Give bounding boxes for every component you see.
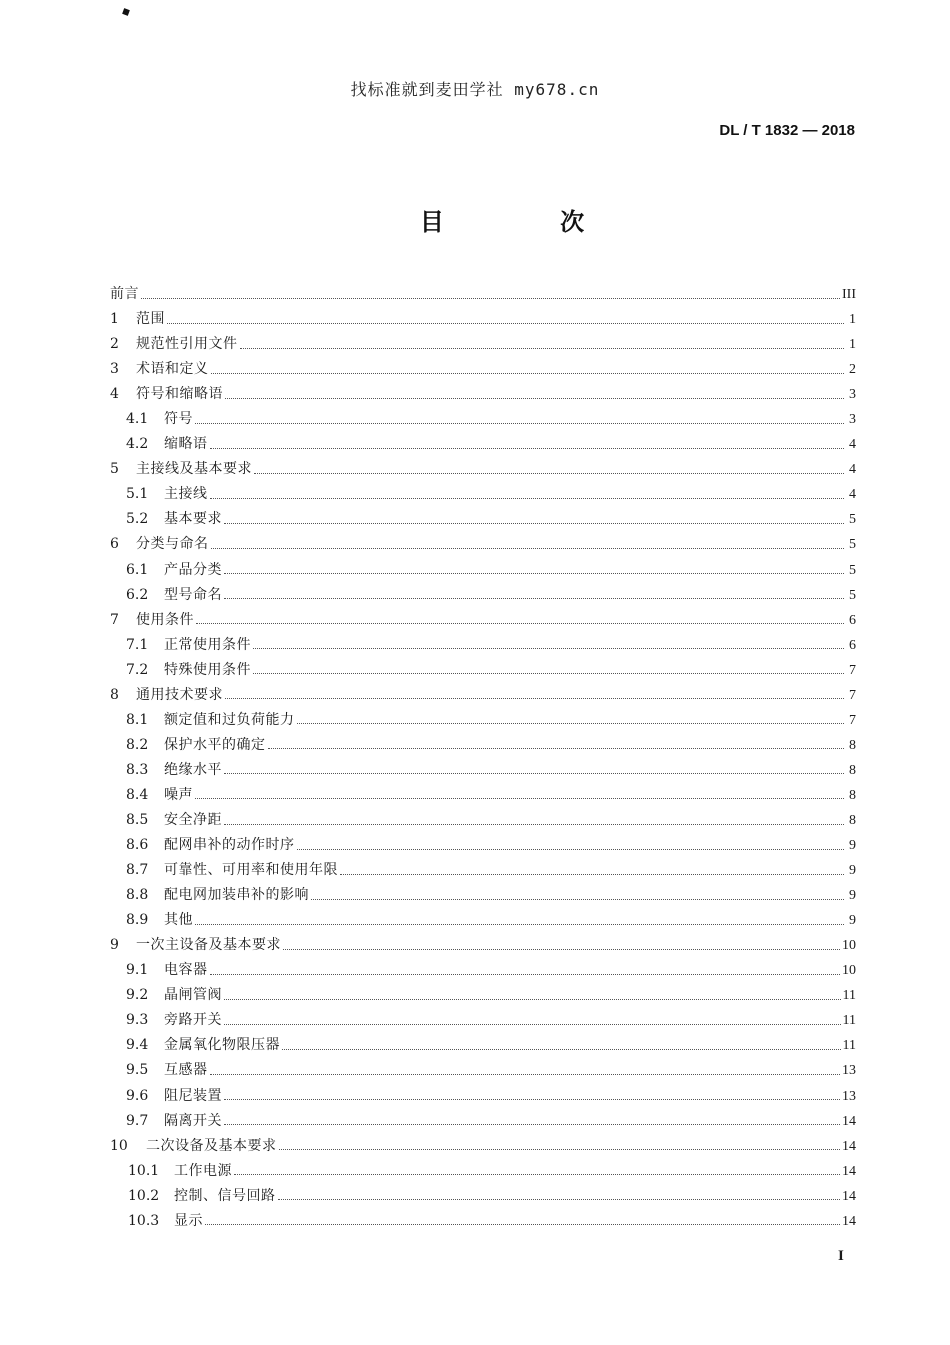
toc-entry-page: 11 (842, 1013, 856, 1029)
toc-entry-page: 5 (849, 512, 856, 528)
dot-leader (297, 722, 845, 724)
dot-leader (224, 572, 844, 574)
dot-leader (195, 422, 844, 424)
toc-entry-number: 8.4 (126, 786, 149, 803)
toc-entry[interactable] (110, 282, 856, 307)
toc-entry-page: 3 (849, 412, 856, 428)
toc-entry[interactable] (110, 808, 856, 833)
toc-entry-number: 9.6 (126, 1087, 149, 1104)
toc-entry[interactable] (110, 583, 856, 608)
toc-entry[interactable] (110, 332, 856, 357)
toc-entry-page: 10 (842, 963, 856, 979)
dot-leader (224, 998, 841, 1000)
toc-entry-page: 11 (842, 1038, 856, 1054)
toc-entry-page: 9 (849, 888, 856, 904)
toc-entry-number: 4 (110, 386, 119, 403)
toc-entry-title: 符号 (164, 411, 193, 428)
dot-leader (210, 1073, 841, 1075)
toc-entry-page: 9 (849, 863, 856, 879)
dot-leader (311, 898, 844, 900)
toc-entry-title: 金属氧化物限压器 (164, 1037, 280, 1054)
toc-entry[interactable] (110, 658, 856, 683)
toc-entry-title: 主接线 (164, 486, 208, 503)
toc-entry-number: 10.1 (128, 1162, 160, 1179)
toc-entry-number: 5.2 (126, 511, 149, 528)
dot-leader (211, 372, 845, 374)
toc-entry-title: 可靠性、可用率和使用年限 (164, 862, 338, 879)
toc-entry-page: 14 (842, 1188, 856, 1204)
toc-entry-page: 14 (842, 1163, 856, 1179)
toc-entry-page: 2 (849, 362, 856, 378)
dot-leader (253, 672, 844, 674)
dot-leader (225, 697, 844, 699)
toc-entry[interactable] (110, 958, 856, 983)
toc-entry-page: 5 (849, 587, 856, 603)
dot-leader (196, 622, 844, 624)
toc-entry-number: 8.1 (126, 711, 149, 728)
toc-entry-page: 13 (842, 1088, 856, 1104)
toc-entry[interactable] (110, 1159, 856, 1184)
toc-entry-page: III (842, 287, 856, 302)
toc-entry-title: 配电网加装串补的影响 (164, 887, 309, 904)
toc-entry-number: 9.4 (126, 1037, 149, 1054)
toc-entry-page: 7 (849, 687, 856, 703)
toc-entry[interactable] (110, 783, 856, 808)
toc-entry-title: 噪声 (164, 786, 193, 803)
toc-entry[interactable] (110, 432, 856, 457)
toc-title: 目 次 (419, 208, 639, 236)
toc-entry-title: 绝缘水平 (164, 761, 222, 778)
toc-entry-page: 14 (842, 1213, 856, 1229)
toc-entry-title: 正常使用条件 (164, 636, 251, 653)
watermark-text: 找标准就到麦田学社 my678.cn (350, 80, 600, 99)
toc-entry-title: 显示 (174, 1212, 203, 1229)
toc-entry-number: 9.2 (126, 987, 149, 1004)
toc-entry-title: 其他 (164, 912, 193, 929)
toc-entry-title: 隔离开关 (164, 1112, 222, 1129)
toc-entry-page: 11 (842, 988, 856, 1004)
toc-entry-title: 主接线及基本要求 (136, 461, 252, 478)
toc-entry-page: 5 (849, 562, 856, 578)
toc-entry-page: 8 (849, 737, 856, 753)
toc-entry-page: 13 (842, 1063, 856, 1079)
toc-entry-title: 晶闸管阀 (164, 987, 222, 1004)
page-number: I (838, 1248, 844, 1264)
toc-entry-number: 9 (110, 937, 119, 954)
dot-leader (167, 322, 844, 324)
toc-entry-title: 特殊使用条件 (164, 661, 251, 678)
toc-entry[interactable] (110, 532, 856, 557)
dot-leader (211, 547, 845, 549)
toc-entry-title: 控制、信号回路 (174, 1187, 276, 1204)
toc-entry[interactable] (110, 457, 856, 482)
toc-entry-page: 4 (849, 437, 856, 453)
toc-entry-number: 7.1 (126, 636, 149, 653)
toc-entry-title: 阻尼装置 (164, 1087, 222, 1104)
dot-leader (224, 522, 844, 524)
toc-entry-page: 10 (842, 938, 856, 954)
toc-entry-number: 4.1 (126, 411, 149, 428)
toc-entry[interactable] (110, 307, 856, 332)
dot-leader (225, 397, 844, 399)
toc-entry-page: 8 (849, 762, 856, 778)
table-of-contents (110, 282, 856, 1234)
dot-leader (224, 1098, 840, 1100)
toc-entry-page: 1 (849, 337, 856, 353)
toc-entry[interactable] (110, 558, 856, 583)
toc-entry-number: 9.3 (126, 1012, 149, 1029)
toc-entry[interactable] (110, 382, 856, 407)
toc-entry[interactable] (110, 608, 856, 633)
toc-entry[interactable] (110, 633, 856, 658)
toc-entry-number: 9.5 (126, 1062, 149, 1079)
toc-entry[interactable] (110, 1033, 856, 1058)
dot-leader (195, 797, 844, 799)
toc-entry-page: 9 (849, 838, 856, 854)
dot-leader (224, 1123, 840, 1125)
dot-leader (253, 647, 844, 649)
toc-entry-title: 前言 (110, 286, 139, 302)
toc-entry[interactable] (110, 708, 856, 733)
toc-entry-page: 9 (849, 913, 856, 929)
toc-entry-page: 8 (849, 787, 856, 803)
toc-entry[interactable] (110, 833, 856, 858)
toc-entry[interactable] (110, 858, 856, 883)
dot-leader (268, 747, 845, 749)
toc-entry-number: 10 (110, 1137, 128, 1154)
toc-entry-title: 基本要求 (164, 511, 222, 528)
toc-entry-title: 额定值和过负荷能力 (164, 711, 295, 728)
toc-entry-title: 旁路开关 (164, 1012, 222, 1029)
toc-entry-title: 产品分类 (164, 561, 222, 578)
toc-entry-number: 8.5 (126, 811, 149, 828)
toc-entry-number: 5.1 (126, 486, 149, 503)
toc-entry-number: 10.2 (128, 1187, 160, 1204)
toc-entry-number: 6 (110, 536, 119, 553)
dot-leader (240, 347, 845, 349)
toc-entry-title: 范围 (136, 311, 165, 328)
toc-entry-title: 符号和缩略语 (136, 386, 223, 403)
toc-entry[interactable] (110, 883, 856, 908)
toc-entry-title: 工作电源 (174, 1162, 232, 1179)
toc-entry-title: 规范性引用文件 (136, 336, 238, 353)
dot-leader (234, 1173, 840, 1175)
toc-entry[interactable] (110, 482, 856, 507)
toc-entry-page: 1 (849, 312, 856, 328)
toc-entry-number: 2 (110, 336, 119, 353)
toc-entry[interactable] (110, 683, 856, 708)
dot-leader (279, 1148, 841, 1150)
toc-entry-title: 二次设备及基本要求 (146, 1137, 277, 1154)
toc-entry-number: 9.1 (126, 962, 149, 979)
toc-entry-page: 14 (842, 1138, 856, 1154)
toc-entry-number: 8.7 (126, 862, 149, 879)
toc-entry-page: 5 (849, 537, 856, 553)
toc-entry-title: 保护水平的确定 (164, 736, 266, 753)
dot-leader (210, 497, 845, 499)
toc-entry-page: 7 (849, 662, 856, 678)
toc-entry-number: 6.2 (126, 586, 149, 603)
toc-entry-title: 使用条件 (136, 611, 194, 628)
toc-entry-number: 8 (110, 686, 119, 703)
toc-entry[interactable] (110, 1109, 856, 1134)
toc-entry-number: 3 (110, 361, 119, 378)
toc-entry-number: 1 (110, 311, 119, 328)
toc-entry-number: 6.1 (126, 561, 149, 578)
dot-leader (224, 597, 844, 599)
toc-entry-number: 7.2 (126, 661, 149, 678)
dot-leader (224, 1023, 841, 1025)
toc-entry-title: 互感器 (164, 1062, 208, 1079)
toc-entry[interactable] (110, 1058, 856, 1083)
toc-entry-number: 8.8 (126, 887, 149, 904)
corner-mark (122, 8, 130, 16)
dot-leader (283, 948, 840, 950)
toc-entry-title: 配网串补的动作时序 (164, 837, 295, 854)
dot-leader (297, 848, 845, 850)
toc-entry[interactable] (110, 407, 856, 432)
toc-entry[interactable] (110, 733, 856, 758)
toc-entry[interactable] (110, 507, 856, 532)
toc-entry-title: 缩略语 (164, 436, 208, 453)
dot-leader (278, 1198, 841, 1200)
toc-entry-title: 安全净距 (164, 811, 222, 828)
toc-entry[interactable] (110, 1008, 856, 1033)
toc-entry-number: 10.3 (128, 1212, 160, 1229)
toc-entry-number: 8.9 (126, 912, 149, 929)
toc-entry-number: 8.3 (126, 761, 149, 778)
toc-entry[interactable] (110, 933, 856, 958)
toc-entry-title: 通用技术要求 (136, 686, 223, 703)
toc-entry-page: 4 (849, 462, 856, 478)
toc-entry-number: 8.2 (126, 736, 149, 753)
toc-entry-title: 型号命名 (164, 586, 222, 603)
toc-entry-title: 分类与命名 (136, 536, 209, 553)
toc-entry[interactable] (110, 1184, 856, 1209)
toc-entry-page: 4 (849, 487, 856, 503)
dot-leader (210, 973, 841, 975)
toc-entry-page: 6 (849, 612, 856, 628)
toc-entry-page: 8 (849, 812, 856, 828)
dot-leader (340, 873, 844, 875)
toc-entry[interactable] (110, 983, 856, 1008)
toc-entry-number: 4.2 (126, 436, 149, 453)
toc-entry-page: 7 (849, 712, 856, 728)
toc-entry[interactable] (110, 1134, 856, 1159)
toc-entry-page: 6 (849, 637, 856, 653)
toc-entry[interactable] (110, 357, 856, 382)
dot-leader (224, 823, 844, 825)
standard-code: DL / T 1832 — 2018 (719, 122, 855, 139)
dot-leader (282, 1048, 841, 1050)
toc-entry-number: 9.7 (126, 1112, 149, 1129)
toc-entry-number: 5 (110, 461, 119, 478)
dot-leader (205, 1223, 840, 1225)
toc-entry[interactable] (110, 1209, 856, 1234)
toc-entry-page: 3 (849, 387, 856, 403)
toc-entry[interactable] (110, 908, 856, 933)
dot-leader (195, 923, 844, 925)
toc-entry-number: 7 (110, 611, 119, 628)
toc-entry-page: 14 (842, 1113, 856, 1129)
dot-leader (254, 472, 844, 474)
dot-leader (141, 297, 840, 299)
toc-entry-title: 电容器 (164, 962, 208, 979)
toc-entry-title: 术语和定义 (136, 361, 209, 378)
toc-entry[interactable] (110, 758, 856, 783)
toc-entry-title: 一次主设备及基本要求 (136, 937, 281, 954)
dot-leader (210, 447, 845, 449)
dot-leader (224, 772, 844, 774)
toc-entry[interactable] (110, 1084, 856, 1109)
toc-entry-number: 8.6 (126, 837, 149, 854)
